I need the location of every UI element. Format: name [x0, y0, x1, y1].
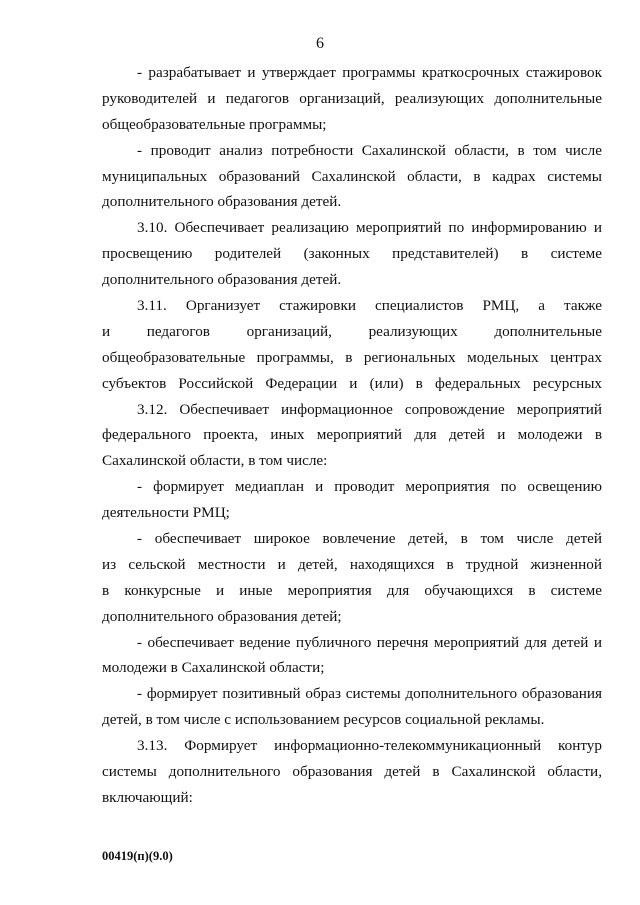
text-line: руководителей и педагогов организаций, реализующих дополнительные [102, 89, 602, 107]
paragraph-involvement [102, 526, 602, 630]
text-line: системы дополнительного образования детей в Сахалинской области, [102, 763, 602, 781]
paragraph-3-12 [102, 397, 602, 475]
text-line: 3.12. Обеспечивает информационное сопровождение мероприятий [137, 400, 602, 418]
text-line: деятельности РМЦ; [102, 504, 230, 522]
paragraph-media-plan [102, 474, 602, 526]
document-code: 00419(п)(9.0) [102, 849, 173, 863]
text-line: включающий: [102, 788, 193, 806]
paragraph-3-11 [102, 293, 602, 397]
text-line: 3.10. Обеспечивает реализацию мероприятий по информированию и [137, 219, 602, 237]
text-line: Сахалинской области, в том числе: [102, 452, 328, 470]
text-line: - формирует медиаплан и проводит мероприятия по освещению [137, 478, 602, 496]
text-line: дополнительного образования детей. [102, 193, 342, 211]
text-line: муниципальных образований Сахалинской области, в кадрах системы [102, 167, 602, 185]
text-line: просвещению родителей (законных представителей) в системе [102, 245, 602, 263]
paragraph-develops-programs [102, 60, 602, 138]
text-line: - формирует позитивный образ системы дополнительного образования [137, 685, 602, 703]
text-line: в конкурсные и иные мероприятия для обучающихся в системе [102, 581, 602, 599]
paragraph-positive-image [102, 681, 602, 733]
text-line: из сельской местности и детей, находящихся в трудной жизненной [102, 555, 602, 573]
text-line: 3.13. Формирует информационно-телекоммуникационный контур [137, 737, 602, 755]
document-body [102, 60, 602, 811]
text-line: субъектов Российской Федерации и (или) в федеральных ресурсных [102, 374, 602, 392]
text-line: и педагогов организаций, реализующих дополнительные [102, 322, 602, 340]
text-line: молодежи в Сахалинской области; [102, 659, 325, 677]
text-line: 3.11. Организует стажировки специалистов РМЦ, а также [137, 297, 602, 315]
page-number: 6 [316, 35, 324, 52]
text-line: - разрабатывает и утверждает программы краткосрочных стажировок [137, 64, 602, 81]
text-line: дополнительного образования детей. [102, 271, 342, 289]
text-line: - обеспечивает ведение публичного перечня мероприятий для детей и [137, 633, 602, 651]
paragraph-public-list [102, 630, 602, 682]
text-line: дополнительного образования детей; [102, 607, 342, 625]
text-line: - проводит анализ потребности Сахалинской области, в том числе [137, 141, 602, 159]
paragraph-analyzes-needs [102, 138, 602, 216]
text-line: общеобразовательные программы, в региональных модельных центрах [102, 348, 602, 366]
paragraph-3-10 [102, 215, 602, 293]
text-line: федерального проекта, иных мероприятий для детей и молодежи в [102, 426, 602, 444]
text-line: - обеспечивает широкое вовлечение детей, в том числе детей [137, 530, 602, 548]
text-line: общеобразовательные программы; [102, 115, 327, 133]
text-line: детей, в том числе с использованием ресурсов социальной рекламы. [102, 711, 545, 729]
paragraph-3-13 [102, 733, 602, 811]
